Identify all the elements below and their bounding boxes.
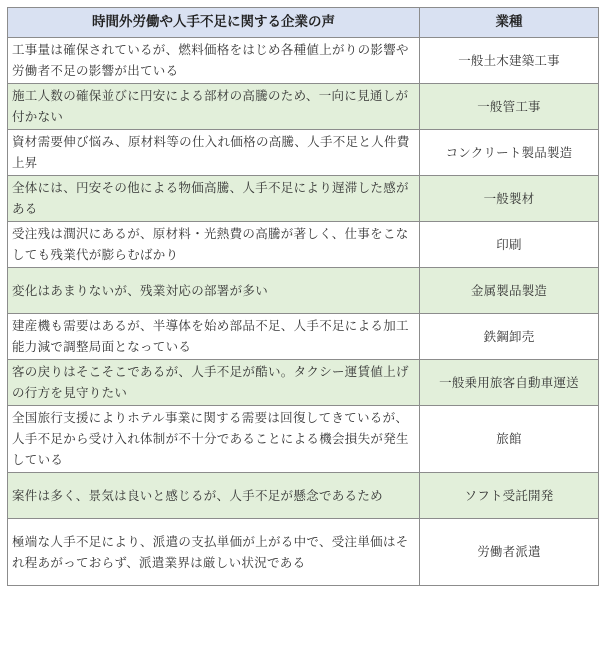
table-row (8, 406, 599, 473)
industry-cell: 一般製材 (420, 176, 599, 222)
voice-cell: 客の戻りはそこそこであるが、人手不足が酷い。タクシー運賃値上げの行方を見守りたい (8, 360, 420, 406)
table-row (8, 222, 599, 268)
industry-cell: 鉄鋼卸売 (420, 314, 599, 360)
header-voice: 時間外労働や人手不足に関する企業の声 (8, 8, 420, 38)
table-row (8, 38, 599, 84)
industry-cell: 金属製品製造 (420, 268, 599, 314)
table-row (8, 314, 599, 360)
voice-cell: 施工人数の確保並びに円安による部材の高騰のため、一向に見通しが付かない (8, 84, 420, 130)
industry-cell: 一般乗用旅客自動車運送 (420, 360, 599, 406)
table-row (8, 84, 599, 130)
company-voices-table-container (7, 7, 598, 586)
company-voices-table (7, 7, 599, 586)
header-row (8, 8, 599, 38)
table-row (8, 519, 599, 586)
header-industry: 業種 (420, 8, 599, 38)
industry-cell: 旅館 (420, 406, 599, 473)
table-row (8, 473, 599, 519)
voice-cell: 資材需要伸び悩み、原材料等の仕入れ価格の高騰、人手不足と人件費上昇 (8, 130, 420, 176)
voice-cell: 全国旅行支援によりホテル事業に関する需要は回復してきているが、人手不足から受け入れ体制が不十分であることによる機会損失が発生している (8, 406, 420, 473)
table-row (8, 176, 599, 222)
industry-cell: 労働者派遣 (420, 519, 599, 586)
industry-cell: ソフト受託開発 (420, 473, 599, 519)
voice-cell: 受注残は潤沢にあるが、原材料・光熱費の高騰が著しく、仕事をこなしても残業代が膨らむばかり (8, 222, 420, 268)
table-row (8, 130, 599, 176)
industry-cell: 一般管工事 (420, 84, 599, 130)
industry-cell: コンクリート製品製造 (420, 130, 599, 176)
voice-cell: 全体には、円安その他による物価高騰、人手不足により遅滞した感がある (8, 176, 420, 222)
industry-cell: 一般土木建築工事 (420, 38, 599, 84)
voice-cell: 工事量は確保されているが、燃料価格をはじめ各種値上がりの影響や労働者不足の影響が出ている (8, 38, 420, 84)
table-row (8, 268, 599, 314)
table-row (8, 360, 599, 406)
industry-cell: 印刷 (420, 222, 599, 268)
voice-cell: 建産機も需要はあるが、半導体を始め部品不足、人手不足による加工能力減で調整局面となっている (8, 314, 420, 360)
voice-cell: 極端な人手不足により、派遣の支払単価が上がる中で、受注単価はそれ程あがっておらず、派遣業界は厳しい状況である (8, 519, 420, 586)
voice-cell: 案件は多く、景気は良いと感じるが、人手不足が懸念であるため (8, 473, 420, 519)
voice-cell: 変化はあまりないが、残業対応の部署が多い (8, 268, 420, 314)
